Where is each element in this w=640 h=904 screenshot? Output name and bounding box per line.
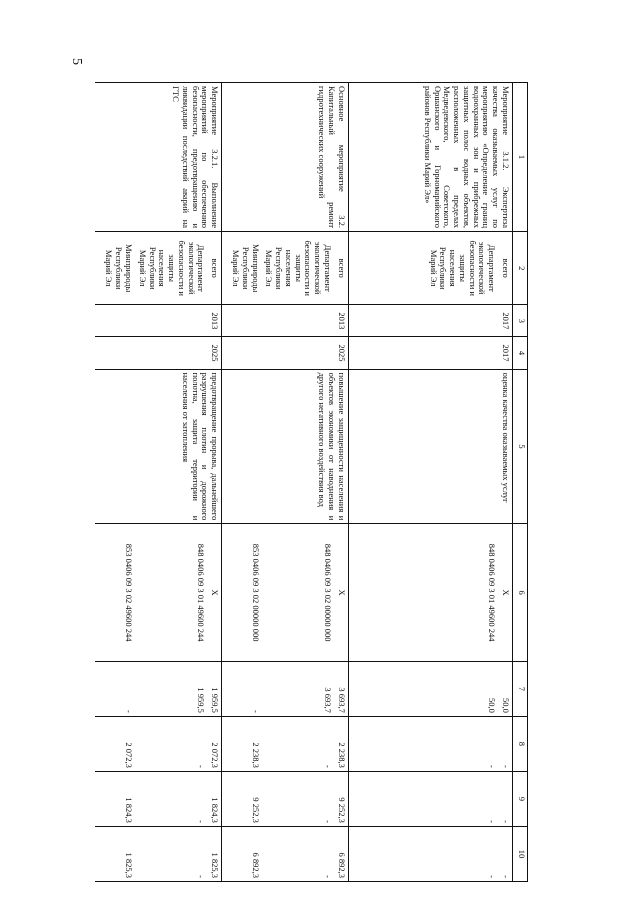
column-header: 8	[513, 716, 528, 771]
executor-cell: всего	[207, 232, 221, 305]
activity-name: Основное мероприятие 3.2. Капитальный ремонт гидротехнических сооружений	[222, 83, 349, 232]
value-col7: 50,0	[498, 661, 512, 716]
column-header: 9	[513, 771, 528, 826]
value-col7: 50,0	[348, 661, 498, 716]
end-year: 2025	[207, 337, 221, 369]
value-col8: 2 238,3	[222, 716, 262, 771]
column-header: 6	[513, 524, 528, 662]
expected-result: оценка качества оказываемых услуг	[498, 369, 512, 524]
value-col9: 9 252,3	[334, 771, 348, 826]
start-year	[222, 305, 262, 337]
rotated-document	[104, 82, 528, 882]
column-header: 3	[513, 305, 528, 337]
end-year	[262, 337, 334, 369]
value-col10: 6 892,3	[222, 826, 262, 881]
value-col9: 9 252,3	[222, 771, 262, 826]
executor-cell: Минприроды Республики Марий Эл	[95, 232, 135, 305]
value-col9: -	[262, 771, 334, 826]
value-col8: -	[498, 716, 512, 771]
value-col7: 1 959,5	[207, 661, 221, 716]
executor-cell: Департамент экологической безопасности и защиты населения Республики Марий Эл	[135, 232, 207, 305]
value-col10: -	[348, 826, 498, 881]
value-col9: 1 824,3	[207, 771, 221, 826]
column-header: 4	[513, 337, 528, 369]
end-year	[348, 337, 498, 369]
activity-name: Мероприятие 3.1.2. Экспертиза качества оказываемых услуг по мероприятию «Определение границ водоохранных зон и прибрежных защитных полос водных объектов, расположенных в пределах Медведевского, Советского, Оршанского и Горномарийского районов Республики Марий Эл»	[348, 83, 512, 232]
budget-code: 853 0406 09 3 02 49600 244	[95, 524, 135, 662]
budget-code: X	[498, 524, 512, 662]
column-header: 10	[513, 826, 528, 881]
column-number-row	[513, 83, 528, 882]
value-col9: -	[498, 771, 512, 826]
value-col8: 2 072,3	[95, 716, 135, 771]
value-col9: -	[135, 771, 207, 826]
value-col10: 1 825,3	[207, 826, 221, 881]
column-header: 5	[513, 369, 528, 524]
value-col8: -	[348, 716, 498, 771]
value-col10: 6 892,3	[334, 826, 348, 881]
table-row	[334, 83, 348, 882]
expected-result: повышение защищенности населения и объектов экономики от наводнения и другого негативного воздействия вод	[222, 369, 349, 524]
end-year	[222, 337, 262, 369]
activity-name: Мероприятие 3.2.1. Выполнение мероприятий по обеспечению безопасности, предотвращению и ликвидации последствий аварий на ГТС	[95, 83, 222, 232]
start-year: 2017	[498, 305, 512, 337]
value-col7: 1 959,5	[135, 661, 207, 716]
value-col7: 3 693,7	[334, 661, 348, 716]
column-header: 2	[513, 232, 528, 305]
start-year	[348, 305, 498, 337]
value-col10: -	[498, 826, 512, 881]
page-number: 5	[69, 58, 84, 65]
end-year: 2025	[334, 337, 348, 369]
executor-cell: Департамент экологической безопасности и защиты населения Республики Марий Эл	[262, 232, 334, 305]
budget-code: 848 0406 09 3 01 49600 244	[135, 524, 207, 662]
end-year: 2017	[498, 337, 512, 369]
budget-code: X	[207, 524, 221, 662]
budget-code: 848 0406 09 3 02 00000 000	[262, 524, 334, 662]
expected-result: предотвращение прорыва, дальнейшего разрушения плотин и дорожного полотна, защита территории и населения от затопления	[95, 369, 222, 524]
value-col7: 3 693,7	[262, 661, 334, 716]
value-col8: 2 072,3	[207, 716, 221, 771]
value-col7: -	[95, 661, 135, 716]
end-year	[135, 337, 207, 369]
start-year	[262, 305, 334, 337]
expected-result	[348, 369, 498, 524]
column-header: 7	[513, 661, 528, 716]
table-row	[498, 83, 512, 882]
value-col9: 1 824,3	[95, 771, 135, 826]
budget-code: 853 0406 09 3 02 00000 000	[222, 524, 262, 662]
budget-table	[95, 82, 528, 882]
value-col9: -	[348, 771, 498, 826]
start-year: 2013	[334, 305, 348, 337]
value-col8: -	[262, 716, 334, 771]
executor-cell: всего	[498, 232, 512, 305]
value-col10: -	[135, 826, 207, 881]
executor-cell: Департамент экологической безопасности и защиты населения Республики Марий Эл	[348, 232, 498, 305]
value-col8: -	[135, 716, 207, 771]
end-year	[95, 337, 135, 369]
value-col7: -	[222, 661, 262, 716]
budget-code: 848 0406 09 3 01 49600 244	[348, 524, 498, 662]
table-row	[207, 83, 221, 882]
value-col10: 1 825,3	[95, 826, 135, 881]
executor-cell: всего	[334, 232, 348, 305]
value-col10: -	[262, 826, 334, 881]
start-year	[135, 305, 207, 337]
column-header: 1	[513, 83, 528, 232]
budget-code: X	[334, 524, 348, 662]
executor-cell: Минприроды Республики Марий Эл	[222, 232, 262, 305]
value-col8: 2 238,3	[334, 716, 348, 771]
start-year	[95, 305, 135, 337]
start-year: 2013	[207, 305, 221, 337]
